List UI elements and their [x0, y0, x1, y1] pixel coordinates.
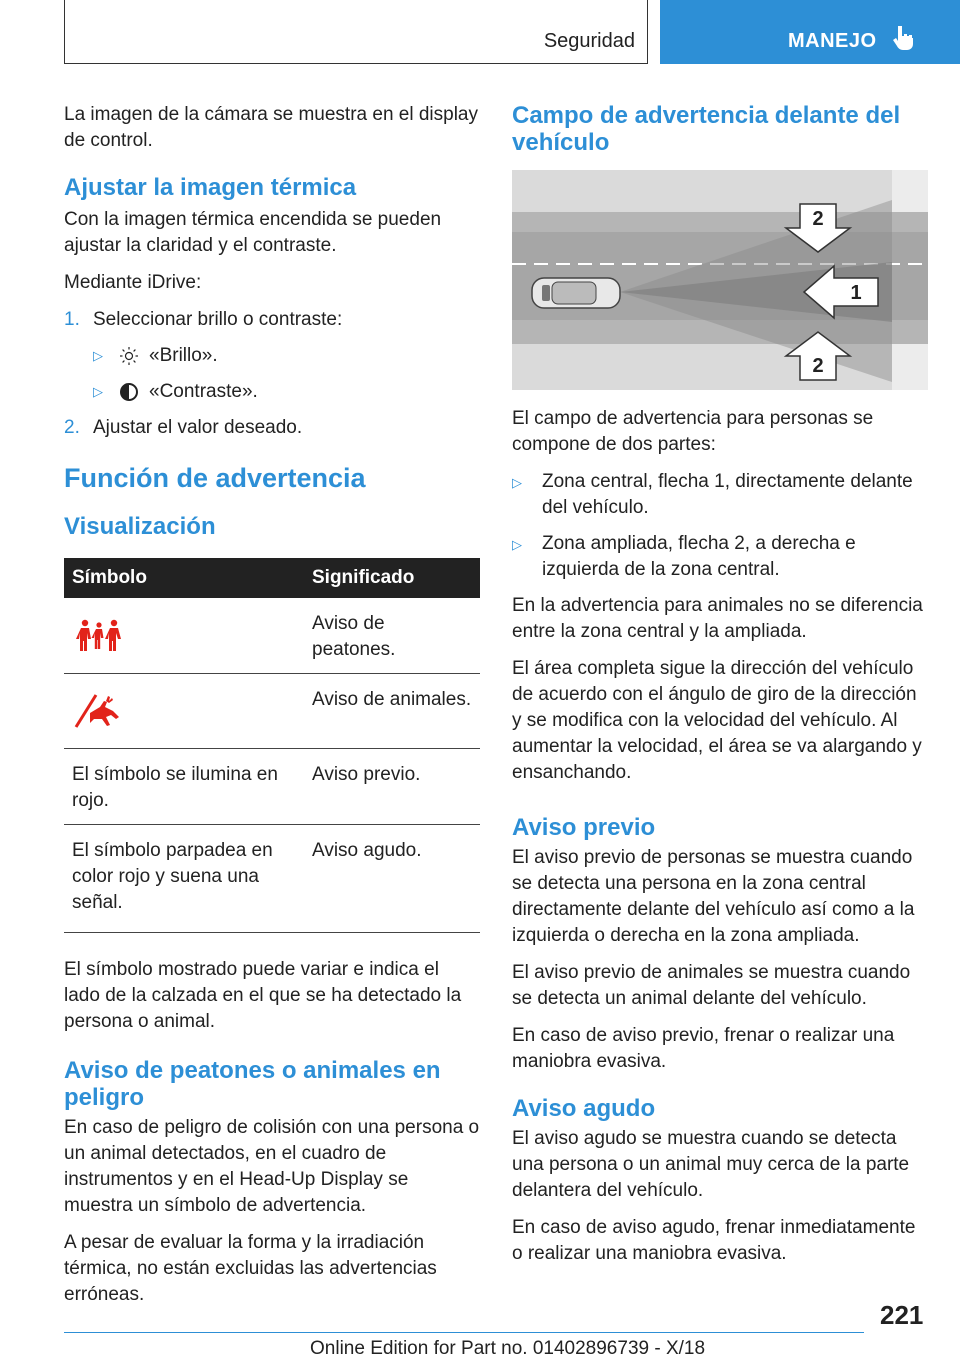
step-1 [64, 307, 480, 333]
page-number: 221 [880, 1300, 924, 1330]
arrow-1-label: 1 [850, 282, 862, 304]
contrast-icon [119, 382, 149, 402]
previo-text-2: El aviso previo de animales se muestra cuando se detecta un animal delante del vehículo. [512, 962, 911, 1009]
heading-ajustar: Ajustar la imagen térmica [64, 174, 357, 201]
table-header-symbol: Símbolo [64, 558, 304, 598]
intro-text: La imagen de la cámara se muestra en el display de control. [64, 104, 479, 151]
sub-item-contraste [93, 379, 480, 405]
heading-agudo: Aviso agudo [512, 1095, 656, 1122]
previo-text-1: El aviso previo de personas se muestra cuando se detecta una persona en la zona central directamente delante del vehículo así como a la izquierda o derecha en la zona ampliada. [512, 847, 915, 946]
table-row [64, 674, 480, 749]
list-item [512, 469, 928, 521]
table-cell-meaning: Aviso previo. [304, 749, 480, 825]
step-text: Ajustar el valor deseado. [93, 417, 303, 438]
previo-text-3: En caso de aviso previo, frenar o realizar una maniobra evasiva. [512, 1025, 895, 1072]
agudo-text-2: En caso de aviso agudo, frenar inmediatamente o realizar una maniobra evasiva. [512, 1217, 916, 1264]
footer-divider [64, 1332, 864, 1333]
bullet-triangle-icon: ▷ [512, 537, 522, 552]
heading-funcion: Función de advertencia [64, 463, 366, 493]
bullet-triangle-icon: ▷ [512, 475, 522, 490]
table-cell-symbol [64, 674, 304, 749]
after-table-text: El símbolo mostrado puede variar e indica el lado de la calzada en el que se ha detectado la persona o animal. [64, 959, 462, 1032]
campo-text-2: En la advertencia para animales no se diferencia entre la zona central y la ampliada. [512, 595, 923, 642]
ajustar-text-2: Mediante iDrive: [64, 272, 202, 293]
campo-text-3: El área completa sigue la dirección del vehículo de acuerdo con el ángulo de giro de la dirección y se modifica con la velocidad del vehículo. Al aumentar la velocidad, el área se va alargando y ensanchando. [512, 658, 922, 783]
animal-warning-icon [72, 693, 126, 729]
warning-field-figure [512, 170, 928, 390]
heading-visualizacion: Visualización [64, 513, 216, 540]
left-column [64, 102, 480, 1319]
ajustar-text-1: Con la imagen térmica encendida se pueden ajustar la claridad y el contraste. [64, 209, 442, 256]
header-chapter-tab [660, 0, 960, 64]
agudo-text-1: El aviso agudo se muestra cuando se detecta una persona o un animal muy cerca de la parte delantera del vehículo. [512, 1128, 910, 1201]
right-column [512, 102, 928, 1278]
list-item [512, 531, 928, 583]
heading-previo: Aviso previo [512, 814, 656, 841]
arrow-2-top-label: 2 [812, 208, 824, 230]
sub-item-brillo [93, 343, 480, 369]
table-row [64, 598, 480, 674]
table-cell-symbol: El símbolo se ilumina en rojo. [64, 749, 304, 825]
pointing-hand-icon [892, 24, 916, 52]
sub-item-text: «Contraste». [149, 381, 258, 402]
brightness-icon [119, 346, 149, 366]
step-text: Seleccionar brillo o contraste: [93, 309, 343, 330]
step-2 [64, 415, 480, 441]
header-section-title: Seguridad [543, 30, 635, 52]
step-number: 2. [64, 417, 80, 438]
campo-text-1: El campo de advertencia para personas se compone de dos partes: [512, 408, 874, 455]
table-cell-meaning: Aviso de animales. [304, 674, 480, 749]
table-cell-meaning: Aviso de peatones. [304, 598, 480, 674]
step-number: 1. [64, 309, 80, 330]
bullet-triangle-icon: ▷ [93, 348, 103, 363]
footer-edition: Online Edition for Part no. 01402896739 - X/18 [310, 1338, 706, 1359]
list-item-text: Zona central, flecha 1, directamente delante del vehículo. [542, 471, 913, 518]
bullet-triangle-icon: ▷ [93, 384, 103, 399]
sub-item-text: «Brillo». [149, 345, 218, 366]
table-cell-meaning: Aviso agudo. [304, 825, 480, 933]
pedestrian-warning-icon [72, 619, 126, 653]
table-cell-symbol: El símbolo parpadea en color rojo y suena una señal. [64, 825, 304, 933]
table-header-meaning: Significado [304, 558, 480, 598]
header-section-box [64, 0, 648, 64]
peligro-text-1: En caso de peligro de colisión con una persona o un animal detectados, en el cuadro de instrumentos y en el Head-Up Display se muestra un símbolo de advertencia. [64, 1117, 480, 1216]
car-icon [532, 278, 620, 308]
heading-campo: Campo de advertencia delante del vehículo [512, 102, 901, 156]
symbol-table [64, 558, 480, 933]
arrow-2-bottom-label: 2 [812, 355, 824, 377]
heading-peligro: Aviso de peatones o animales en peligro [64, 1057, 441, 1111]
peligro-text-2: A pesar de evaluar la forma y la irradiación térmica, no están excluidas las advertencias erróneas. [64, 1232, 437, 1305]
header-chapter-label: MANEJO [788, 30, 877, 52]
table-header-row [64, 558, 480, 598]
table-row [64, 825, 480, 933]
table-cell-symbol [64, 598, 304, 674]
table-row [64, 749, 480, 825]
list-item-text: Zona ampliada, flecha 2, a derecha e izquierda de la zona central. [542, 533, 856, 580]
